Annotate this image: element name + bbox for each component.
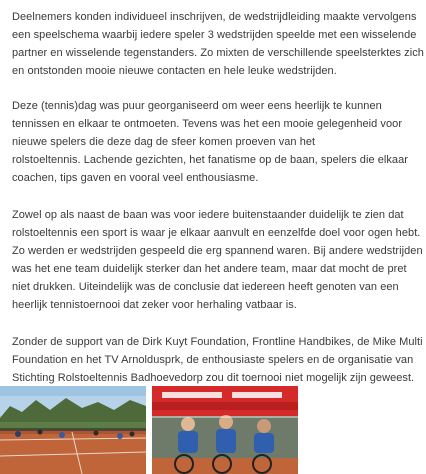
paragraph-intro xyxy=(12,8,424,80)
text-line: Deze (tennis)dag was puur georganiseerd om weer eens heerlijk te kunnen xyxy=(12,100,382,112)
tennis-court-photo[interactable] xyxy=(0,386,146,474)
text-line: coachen, tips gaven en vooral veel enthousiasme. xyxy=(12,172,259,184)
text-line: een speelschema waarbij iedere speler 3 wedstrijden speelde met een wisselende xyxy=(12,29,417,41)
text-line: nieuwe spelers die deze dag de sfeer komen proeven van het xyxy=(12,136,316,148)
text-line: Zo werden er wedstrijden gespeeld die erg spannend waren. Bij andere wedstrijden xyxy=(12,245,423,257)
paragraph-tennisdag xyxy=(12,97,424,187)
text-line: was het ene team duidelijk sterker dan het andere team, maar dat mocht de pret xyxy=(12,263,407,275)
text-line: en ontstonden mooie nieuwe contacten en hele leuke wedstrijden. xyxy=(12,65,337,77)
text-line: Foundation en het TV Arnoldusprk, de enthousiaste spelers en de organisatie van xyxy=(12,354,414,366)
text-line: niet drukken. Uiteindelijk was de conclusie dat iedereen heeft genoten van een xyxy=(12,281,399,293)
photo-gallery xyxy=(0,386,426,474)
paragraph-baan xyxy=(12,206,424,314)
text-line: rolstoeltennis een sport is waar je elkaar aanvult en eenzelfde doel voor ogen hebt. xyxy=(12,227,421,239)
group-photo[interactable] xyxy=(152,386,298,474)
text-line: partner en wisselende tegenstanders. Zo mixten de verschillende speelsterktes zich xyxy=(12,47,424,59)
text-line: rolstoeltennis. Lachende gezichten, het fanatisme op de baan, spelers die elkaar xyxy=(12,154,408,166)
paragraph-support xyxy=(12,333,424,387)
text-line: tennissen en elkaar te ontmoeten. Tevens was het een mooie gelegenheid voor xyxy=(12,118,403,130)
text-line: Zowel op als naast de baan was voor iedere buitenstaander duidelijk te zien dat xyxy=(12,209,404,221)
text-line: Deelnemers konden individueel inschrijven, de wedstrijdleiding maakte vervolgens xyxy=(12,11,417,23)
text-line: Stichting Rolstoeltennis Badhoevedorp zou dit toernooi niet mogelijk zijn geweest. xyxy=(12,372,415,384)
text-line: Zonder de support van de Dirk Kuyt Foundation, Frontline Handbikes, de Mike Multi xyxy=(12,336,423,348)
text-line: heerlijk tennistoernooi dat zeker voor herhaling vatbaar is. xyxy=(12,299,297,311)
